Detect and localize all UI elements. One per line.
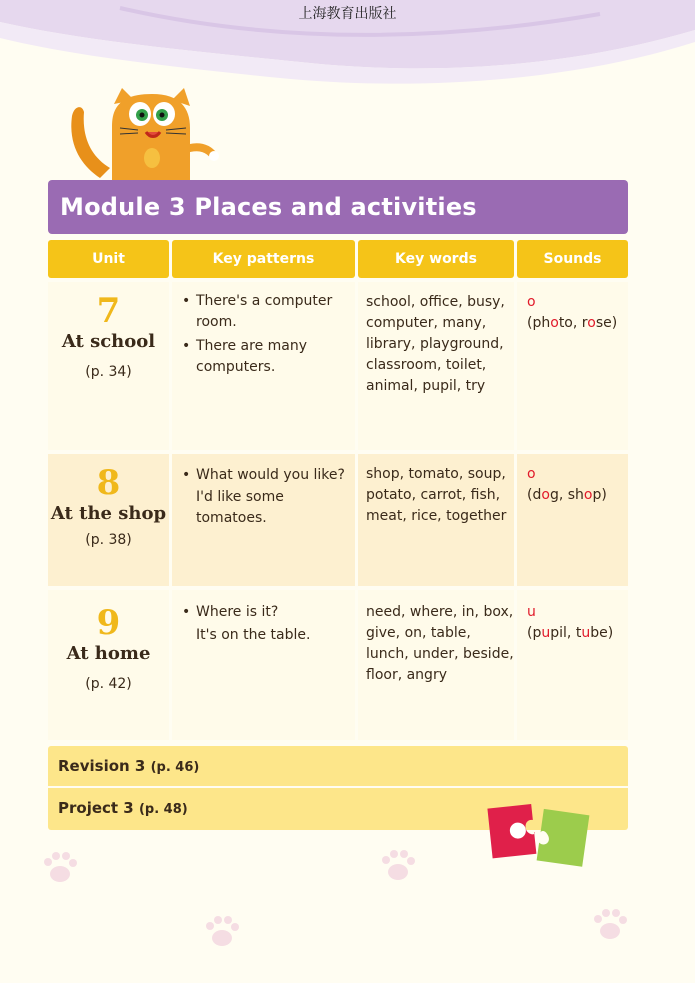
cat-mascot-icon <box>62 86 222 182</box>
pattern-text: There's a computer room. <box>196 293 333 330</box>
header-unit: Unit <box>48 240 169 278</box>
table-row <box>48 282 628 450</box>
words-cell <box>358 282 514 450</box>
unit-name: At the shop <box>50 503 167 524</box>
patterns-cell <box>172 454 355 586</box>
unit-cell <box>48 282 169 450</box>
paw-print-icon <box>378 846 418 886</box>
paw-print-icon <box>40 848 80 888</box>
table-row <box>48 590 628 740</box>
unit-name: At school <box>61 331 156 352</box>
revision-label: Revision 3 <box>58 757 146 775</box>
publisher-name: 上海教育出版社 <box>298 6 397 22</box>
sounds-cell <box>517 454 628 586</box>
sound-letter: o <box>527 294 536 310</box>
sound-info: o (dog, shop) <box>527 466 607 503</box>
pattern-item <box>184 487 354 529</box>
unit-cell <box>48 454 169 586</box>
patterns-cell <box>172 590 355 740</box>
unit-page: (p. 34) <box>85 364 132 380</box>
patterns-cell <box>172 282 355 450</box>
paw-print-icon <box>202 912 242 952</box>
sounds-cell <box>517 282 628 450</box>
unit-name: At home <box>66 643 151 664</box>
pattern-text: What would you like? <box>196 467 345 483</box>
key-words: school, office, busy, computer, many, library, playground, classroom, toilet, animal, pupil, try <box>366 294 505 394</box>
unit-cell <box>48 590 169 740</box>
pattern-text: It's on the table. <box>196 627 311 643</box>
header-sounds: Sounds <box>517 240 628 278</box>
header-words: Key words <box>358 240 514 278</box>
pattern-item: • Where is it? <box>184 602 354 623</box>
module-title: Module 3 Places and activities <box>48 180 628 234</box>
revision-bar <box>48 746 628 786</box>
header-patterns: Key patterns <box>172 240 355 278</box>
sound-info: u (pupil, tube) <box>527 604 614 641</box>
key-words: need, where, in, box, give, on, table, lunch, under, beside, floor, angry <box>366 604 514 683</box>
pattern-text: There are many computers. <box>196 338 308 375</box>
pattern-text: I'd like some tomatoes. <box>196 489 284 526</box>
project-page: (p. 48) <box>138 802 188 817</box>
revision-page: (p. 46) <box>150 760 200 775</box>
table-row <box>48 454 628 586</box>
pattern-item: • What would you like? <box>184 465 354 486</box>
sounds-cell <box>517 590 628 740</box>
unit-number: 8 <box>96 463 121 503</box>
pattern-item: • There's a computer room. <box>184 291 354 333</box>
unit-number: 7 <box>96 291 121 331</box>
unit-page: (p. 42) <box>85 676 132 692</box>
project-label: Project 3 <box>58 799 134 817</box>
pattern-item: • There are many computers. <box>184 336 354 378</box>
pattern-item <box>184 625 354 646</box>
sound-info: o (photo, rose) <box>527 294 618 331</box>
words-cell <box>358 590 514 740</box>
paw-print-icon <box>590 905 630 945</box>
sound-letter: u <box>527 604 536 620</box>
unit-number: 9 <box>96 603 121 643</box>
puzzle-icon <box>484 800 594 872</box>
key-words: shop, tomato, soup, potato, carrot, fish, meat, rice, together <box>366 466 507 524</box>
sound-letter: o <box>527 466 536 482</box>
words-cell <box>358 454 514 586</box>
pattern-text: Where is it? <box>196 604 279 620</box>
unit-page: (p. 38) <box>85 532 132 548</box>
